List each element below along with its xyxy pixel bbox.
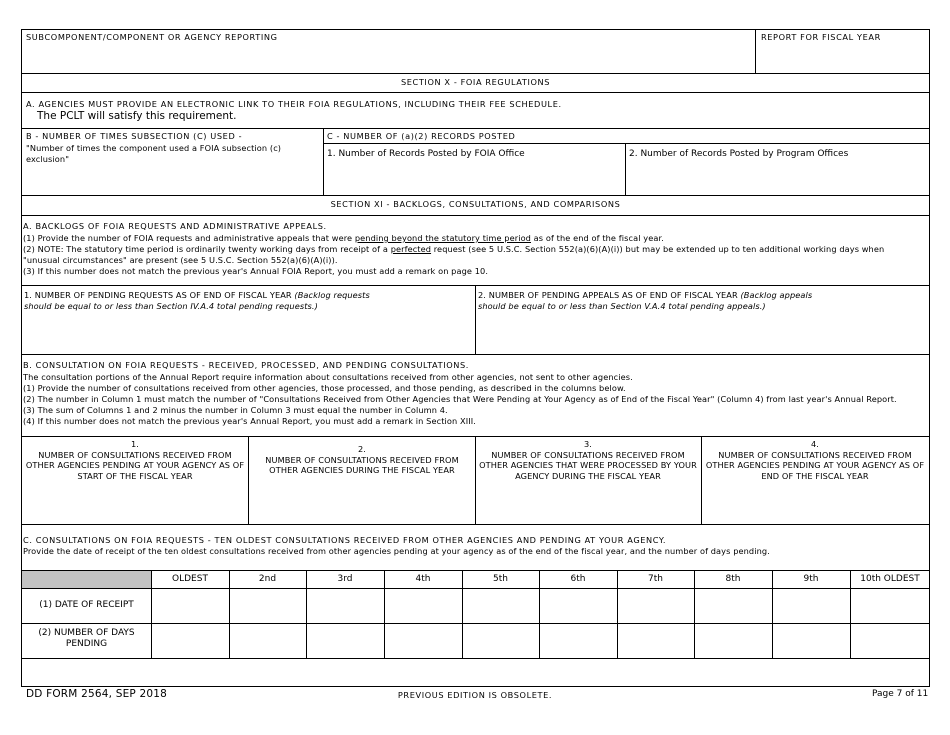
section-x-b-desc: "Number of times the component used a FOIA subsection (c) exclusion": [26, 143, 282, 164]
section-xi-title: SECTION XI - BACKLOGS, CONSULTATIONS, AND COMPARISONS: [330, 199, 621, 209]
col-header-10th: 10th OLDEST: [860, 574, 920, 584]
section-x-title: SECTION X - FOIA REGULATIONS: [400, 77, 551, 87]
table-corner-cell: [22, 571, 151, 588]
rule: [21, 354, 930, 355]
rule: [21, 570, 930, 571]
ten-oldest-title: C. CONSULTATIONS ON FOIA REQUESTS - TEN OLDEST CONSULTATIONS RECEIVED FROM OTHER AGENCIES AND PENDING AT YOUR AGENCY.: [23, 535, 667, 545]
rule: [323, 143, 930, 144]
records-foia-office-label: 1. Number of Records Posted by FOIA Office: [327, 149, 525, 159]
agency-reporting-field[interactable]: [23, 44, 753, 72]
records-program-offices-label: 2. Number of Records Posted by Program Offices: [629, 149, 849, 159]
agency-reporting-label: SUBCOMPONENT/COMPONENT OR AGENCY REPORTING: [26, 32, 278, 42]
rule: [21, 588, 930, 589]
rule: [21, 128, 930, 129]
consult-col-1-field[interactable]: [23, 490, 246, 522]
pending-requests-field[interactable]: [23, 316, 473, 352]
col-header-oldest: OLDEST: [172, 574, 208, 584]
col-divider: [248, 436, 249, 524]
header-divider: [755, 29, 756, 74]
row-label-date-of-receipt: (1) DATE OF RECEIPT: [39, 600, 134, 610]
col-header-2nd: 2nd: [258, 574, 277, 584]
requests-appeals-divider: [475, 285, 476, 354]
consultations-title: B. CONSULTATION ON FOIA REQUESTS - RECEIVED, PROCESSED, AND PENDING CONSULTATIONS.: [23, 360, 469, 370]
records-foia-office-field[interactable]: [325, 162, 623, 193]
form-id: DD FORM 2564, SEP 2018: [26, 688, 167, 700]
consult-col-2-header: 2. NUMBER OF CONSULTATIONS RECEIVED FROM OTHER AGENCIES DURING THE FISCAL YEAR: [265, 444, 459, 476]
backlogs-instruction-3: (3) If this number does not match the previous year's Annual FOIA Report, you must add a remark on page 10.: [23, 266, 489, 276]
consult-col-4-header: 4. NUMBER OF CONSULTATIONS RECEIVED FROM OTHER AGENCIES PENDING AT YOUR AGENCY AS OF END OF THE FISCAL YEAR: [705, 439, 925, 481]
col-divider: [475, 436, 476, 524]
consultations-line: The consultation portions of the Annual Report require information about consultations received from other agencies, not sent to other agencies.: [23, 372, 633, 382]
section-x-a-value[interactable]: The PCLT will satisfy this requirement.: [37, 110, 237, 122]
backlogs-instruction-2-cont: "unusual circumstances" are present (see 5 U.S.C. Section 552(a)(6)(A)(i)).: [23, 255, 338, 265]
backlogs-title: A. BACKLOGS OF FOIA REQUESTS AND ADMINISTRATIVE APPEALS.: [23, 221, 327, 231]
page-number: Page 7 of 11: [872, 689, 929, 699]
rule: [21, 92, 930, 93]
section-x-a-label: A. AGENCIES MUST PROVIDE AN ELECTRONIC LINK TO THEIR FOIA REGULATIONS, INCLUDING THEIR FEE SCHEDULE.: [26, 99, 562, 109]
b-c-divider: [323, 128, 324, 195]
consult-col-3-header: 3. NUMBER OF CONSULTATIONS RECEIVED FROM OTHER AGENCIES THAT WERE PROCESSED BY YOUR AGENCY DURING THE FISCAL YEAR: [479, 439, 697, 481]
rule: [21, 524, 930, 525]
fiscal-year-field[interactable]: [758, 44, 928, 72]
section-x-c-label: C - NUMBER OF (a)(2) RECORDS POSTED: [327, 131, 516, 141]
pending-requests-label: 1. NUMBER OF PENDING REQUESTS AS OF END OF FISCAL YEAR (Backlog requests should be equal to or less than Section IV.A.4 total pending requests.): [24, 290, 370, 311]
col-divider: [701, 436, 702, 524]
row-label-days-pending: (2) NUMBER OF DAYS PENDING: [38, 628, 135, 649]
pending-appeals-field[interactable]: [477, 316, 928, 352]
col-header-9th: 9th: [803, 574, 819, 584]
rule: [21, 623, 930, 624]
records-program-offices-field[interactable]: [627, 162, 928, 193]
col-header-5th: 5th: [493, 574, 508, 584]
ten-oldest-desc: Provide the date of receipt of the ten oldest consultations received from other agencies pending at your agency as of the end of the fiscal year, and the number of days pending.: [23, 546, 770, 556]
consultations-line: (4) If this number does not match the previous year's Annual Report, you must add a remark in Section XIII.: [23, 416, 476, 426]
edition-note: PREVIOUS EDITION IS OBSOLETE.: [397, 690, 553, 700]
rule: [21, 215, 930, 216]
subsection-c-count-field[interactable]: [23, 168, 321, 193]
fiscal-year-label: REPORT FOR FISCAL YEAR: [761, 32, 881, 42]
consultations-line: (1) Provide the number of consultations received from other agencies, those processed, and those pending, as described in the columns below.: [23, 383, 626, 393]
rule: [21, 658, 930, 659]
col-header-7th: 7th: [648, 574, 663, 584]
c1-c2-divider: [625, 143, 626, 195]
section-x-b-label: B - NUMBER OF TIMES SUBSECTION (C) USED -: [26, 131, 243, 141]
consult-col-3-field[interactable]: [477, 490, 699, 522]
consultations-line: (2) The number in Column 1 must match the number of "Consultations Received from Other Agencies that Were Pending at Your Agency as of End of the Fiscal Year" (Column 4) from last year's Annual Report.: [23, 394, 897, 404]
col-header-3rd: 3rd: [337, 574, 353, 584]
consult-col-2-field[interactable]: [250, 490, 473, 522]
rule: [21, 73, 930, 74]
consult-col-1-header: 1. NUMBER OF CONSULTATIONS RECEIVED FROM OTHER AGENCIES PENDING AT YOUR AGENCY AS OF START OF THE FISCAL YEAR: [25, 439, 245, 481]
pending-appeals-label: 2. NUMBER OF PENDING APPEALS AS OF END OF FISCAL YEAR (Backlog appeals should be equal to or less than Section V.A.4 total pending appeals.): [478, 290, 813, 311]
rule: [21, 195, 930, 196]
col-header-6th: 6th: [570, 574, 586, 584]
backlogs-instruction-1: (1) Provide the number of FOIA requests and administrative appeals that were pending beyond the statutory time period as of the end of the fiscal year.: [23, 233, 664, 243]
col-header-8th: 8th: [725, 574, 741, 584]
consult-col-4-field[interactable]: [703, 490, 928, 522]
backlogs-instruction-2: (2) NOTE: The statutory time period is ordinarily twenty working days from receipt of a perfected request (see 5 U.S.C. Section 552(a)(6)(A)(i)) but may be extended up to ten additional working days when: [23, 244, 885, 254]
consultations-line: (3) The sum of Columns 1 and 2 minus the number in Column 3 must equal the number in Column 4.: [23, 405, 448, 415]
col-header-4th: 4th: [415, 574, 431, 584]
